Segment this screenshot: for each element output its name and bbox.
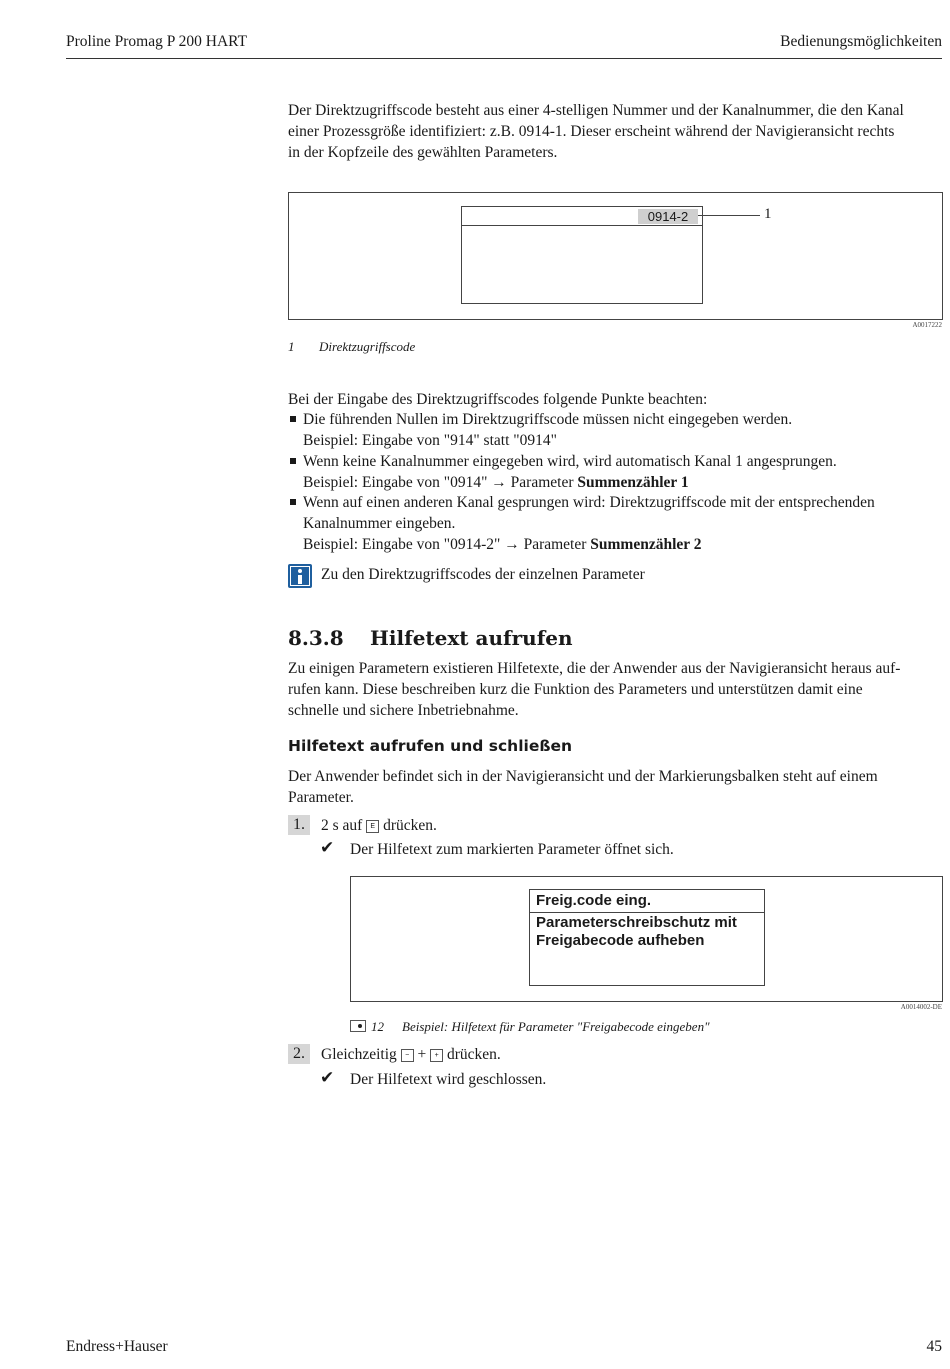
list-item-line [303,472,943,493]
paragraph-line: rufen kann. Diese beschreiben kurz die Funktion des Parameters und unterstützen damit eine [288,681,863,698]
callout-number: 1 [764,206,772,222]
list-item-line [303,534,943,555]
paragraph-line: Der Anwender befindet sich in der Navigieransicht und der Markierungsbalken steht auf einem [288,768,878,785]
step-result: Der Hilfetext zum markierten Parameter öffnet sich. [350,841,674,858]
step-text: drücken. [383,817,437,834]
header-doc-title: Proline Promag P 200 HART [66,33,248,50]
paragraph-line: Parameter. [288,789,354,806]
list-item-line: Wenn keine Kanalnummer eingegeben wird, wird automatisch Kanal 1 angesprungen. [303,453,837,470]
legend-number: 1 [288,339,295,354]
intro-paragraph [288,100,944,163]
legend-text: Direktzugriffscode [319,339,416,354]
step-instruction [321,815,921,836]
plus-key-icon: + [430,1049,443,1062]
figure-help-text [350,876,943,1002]
info-note-text: Zu den Direktzugriffscodes der einzelnen Parameter [321,566,645,583]
help-text-line: Freigabecode aufheben [536,932,705,949]
caption-text: Beispiel: Hilfetext für Parameter "Freigabecode eingeben" [402,1019,710,1034]
intro-line: einer Prozessgröße identifiziert: z.B. 0914-1. Dieser erscheint während der Navigieransicht rechts [288,123,895,140]
help-text-title: Freig.code eing. [530,890,764,913]
parameter-name: Summenzähler 1 [577,474,689,491]
step-text: drücken. [447,1046,501,1063]
list-item-line: Kanalnummer eingeben. [303,515,456,532]
list-item-line: Die führenden Nullen im Direktzugriffscode müssen nicht eingegeben werden. [303,411,793,428]
check-icon: ✔ [320,838,335,858]
figure-icon [350,1020,366,1032]
caption-number: 12 [371,1019,384,1034]
display-frame [461,206,703,304]
section-title: Hilfetext aufrufen [370,626,573,650]
list-item-line: Wenn auf einen anderen Kanal gesprungen wird: Direktzugriffscode mit der entsprechenden [303,494,875,511]
page-number: 45 [926,1338,942,1355]
bullet-icon [290,416,296,422]
figure-id: A0017222 [912,321,942,329]
subsection-title: Hilfetext aufrufen und schließen [288,737,573,755]
step-number: 2. [288,1044,310,1064]
example-text: Beispiel: Eingabe von "0914-2" → Parameter [303,536,591,553]
plus-sign: + [417,1046,427,1063]
bullet-icon [290,499,296,505]
subsection-paragraph [288,766,944,808]
bullet-icon [290,458,296,464]
help-text-line: Parameterschreibschutz mit [536,914,737,931]
step-result: Der Hilfetext wird geschlossen. [350,1071,547,1088]
intro-line: Der Direktzugriffscode besteht aus einer 4-stelligen Nummer und der Kanalnummer, die den Kanal [288,102,904,119]
parameter-name: Summenzähler 2 [590,536,702,553]
list-item [303,451,943,493]
header-chapter-title: Bedienungsmöglichkeiten [780,33,942,50]
list-item [303,409,943,451]
direct-access-code-label: 0914-2 [638,209,698,224]
points-intro: Bei der Eingabe des Direktzugriffscodes folgende Punkte beachten: [288,391,708,408]
check-icon: ✔ [320,1068,335,1088]
enter-key-icon: E [366,820,379,833]
section-number: 8.3.8 [288,626,344,650]
paragraph-line: schnelle und sichere Inbetriebnahme. [288,702,519,719]
header-rule [66,58,942,59]
info-icon [288,564,312,588]
step-number: 1. [288,815,310,835]
intro-line: in der Kopfzeile des gewählten Parameters. [288,144,558,161]
paragraph-line: Zu einigen Parametern existieren Hilfetexte, die der Anwender aus der Navigieransicht heraus auf- [288,660,901,677]
example-text: Beispiel: Eingabe von "0914" → Parameter [303,474,578,491]
step-text: 2 s auf [321,817,363,834]
figure-direct-access-code [288,192,943,320]
help-text-display [529,889,765,986]
list-item [303,492,943,555]
list-item-line: Beispiel: Eingabe von "914" statt "0914" [303,432,557,449]
section-paragraph [288,658,944,721]
footer-brand: Endress+Hauser [66,1338,168,1355]
step-text: Gleichzeitig [321,1046,397,1063]
step-instruction [321,1044,921,1065]
minus-key-icon: − [401,1049,414,1062]
callout-line [698,215,760,216]
figure-id: A0014002-DE [900,1003,942,1011]
